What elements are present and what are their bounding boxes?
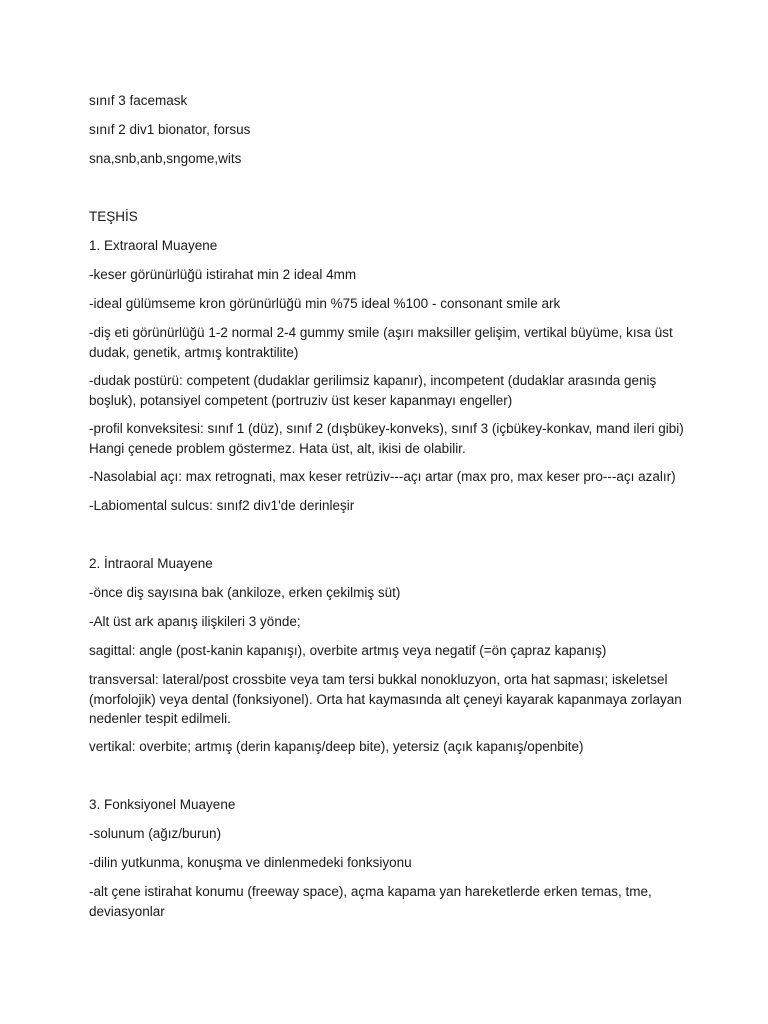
section-heading-functional: 3. Fonksiyonel Muayene xyxy=(89,797,236,812)
paragraph-mandible-rest: -alt çene istirahat konumu (freeway space), açma kapama yan hareketlerde erken temas, tme, deviasyonlar xyxy=(89,884,652,919)
paragraph-transversal: transversal: lateral/post crossbite veya tam tersi bukkal nonokluzyon, orta hat sapması; iskeletsel (morfolojik) veya dental (fonksiyonel). Orta hat kaymasında alt çeneyi kayarak kapanmaya zorlayan nedenler tespit edilmeli. xyxy=(89,672,682,726)
paragraph-incisor-display: -keser görünürlüğü istirahat min 2 ideal 4mm xyxy=(89,267,357,282)
paragraph-arch-relations: -Alt üst ark apanış ilişkileri 3 yönde; xyxy=(89,614,301,629)
paragraph-smile-display: -ideal gülümseme kron görünürlüğü min %75 ideal %100 - consonant smile ark xyxy=(89,296,561,311)
treatment-note-class2: sınıf 2 div1 bionator, forsus xyxy=(89,122,251,137)
paragraph-tooth-count: -önce diş sayısına bak (ankiloze, erken çekilmiş süt) xyxy=(89,585,401,600)
paragraph-lip-posture: -dudak postürü: competent (dudaklar gerilimsiz kapanır), incompetent (dudaklar arasında geniş boşluk), potansiyel competent (portruziv üst keser kapanmayı engeller) xyxy=(89,373,657,408)
paragraph-tongue-function: -dilin yutkunma, konuşma ve dinlenmedeki fonksiyonu xyxy=(89,855,412,870)
paragraph-sagittal: sagittal: angle (post-kanin kapanışı), overbite artmış veya negatif (=ön çapraz kapanış) xyxy=(89,643,607,658)
paragraph-vertical: vertikal: overbite; artmış (derin kapanış/deep bite), yetersiz (açık kapanış/openbite) xyxy=(89,739,584,754)
cephalometric-measures: sna,snb,anb,sngome,wits xyxy=(89,151,242,166)
section-heading-extraoral: 1. Extraoral Muayene xyxy=(89,238,218,253)
paragraph-nasolabial-angle: -Nasolabial açı: max retrognati, max keser retrüziv---açı artar (max pro, max keser pro---açı azalır) xyxy=(89,469,676,484)
paragraph-labiomental-sulcus: -Labiomental sulcus: sınıf2 div1'de derinleşir xyxy=(89,498,355,513)
paragraph-profile-convexity: -profil konveksitesi: sınıf 1 (düz), sınıf 2 (dışbükey-konveks), sınıf 3 (içbükey-konkav, mand ileri gibi) Hangi çenede problem göstermez. Hata üst, alt, ikisi de olabilir. xyxy=(89,421,684,456)
paragraph-gingival-display: -diş eti görünürlüğü 1-2 normal 2-4 gummy smile (aşırı maksiller gelişim, vertikal büyüme, kısa üst dudak, genetik, artmış kontraktilite) xyxy=(89,325,673,360)
section-heading-intraoral: 2. İntraoral Muayene xyxy=(89,556,213,571)
paragraph-respiration: -solunum (ağız/burun) xyxy=(89,826,222,841)
section-heading-diagnosis: TEŞHİS xyxy=(89,209,138,224)
treatment-note-class3: sınıf 3 facemask xyxy=(89,93,188,108)
